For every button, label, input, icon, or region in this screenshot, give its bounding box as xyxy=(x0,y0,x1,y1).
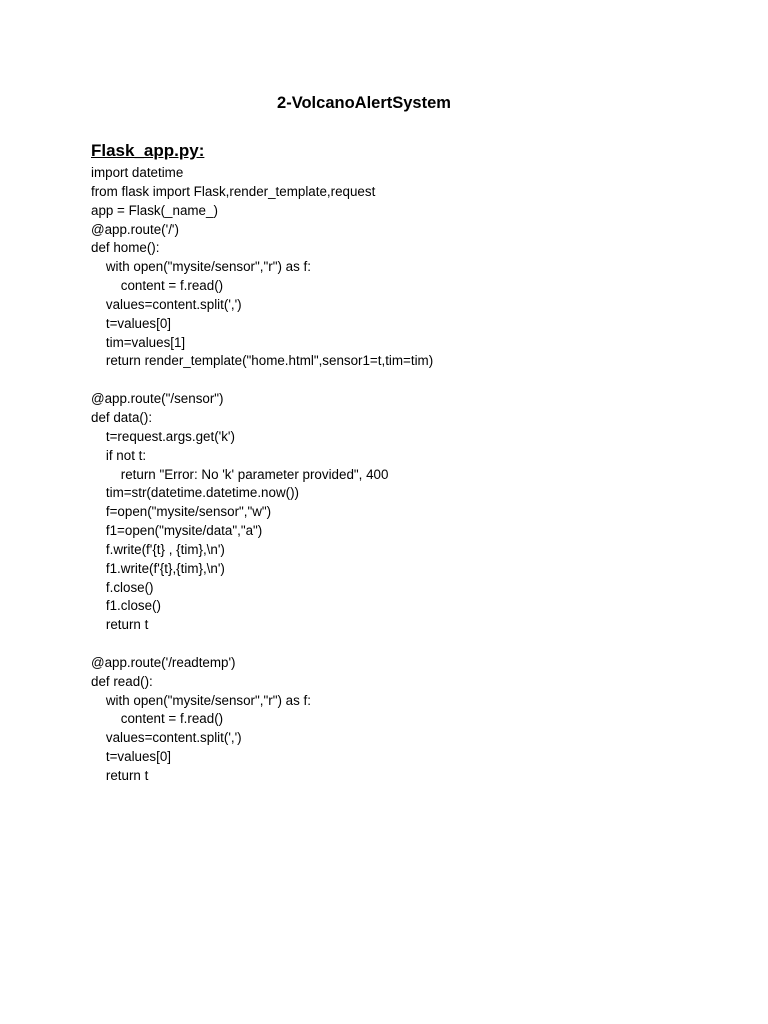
code-line: return t xyxy=(91,768,149,783)
code-line: t=request.args.get('k') xyxy=(91,428,235,444)
code-line: if not t: xyxy=(91,447,147,463)
code-line: return t xyxy=(91,617,149,633)
section-heading: Flask_app.py: xyxy=(91,141,205,160)
code-line: from flask import Flask,render_template,request xyxy=(91,183,376,199)
code-line: f.write(f'{t} , {tim},\n') xyxy=(91,541,225,557)
code-line: tim=values[1] xyxy=(91,334,186,350)
code-line: import datetime xyxy=(91,165,184,180)
code-line xyxy=(91,371,433,390)
code-line: values=content.split(',') xyxy=(91,296,242,312)
code-line: return render_template("home.html",sensor1=t,tim=tim) xyxy=(91,353,434,369)
code-line: values=content.split(',') xyxy=(91,730,242,746)
code-line: content = f.read() xyxy=(91,278,224,294)
document-title: 2-VolcanoAlertSystem xyxy=(277,94,451,112)
code-line: f1.write(f'{t},{tim},\n') xyxy=(91,560,225,576)
code-line: f1.close() xyxy=(91,598,161,614)
code-line: f=open("mysite/sensor","w") xyxy=(91,504,272,520)
code-line: t=values[0] xyxy=(91,315,172,331)
code-line xyxy=(91,635,433,654)
code-line: return "Error: No 'k' parameter provided", 400 xyxy=(91,466,389,482)
code-block xyxy=(91,164,433,786)
code-line: f1=open("mysite/data","a") xyxy=(91,523,263,539)
code-line: def data(): xyxy=(91,409,153,425)
code-line: tim=str(datetime.datetime.now()) xyxy=(91,485,299,501)
code-line: t=values[0] xyxy=(91,749,172,765)
code-line: with open("mysite/sensor","r") as f: xyxy=(91,259,311,275)
code-line: @app.route("/sensor") xyxy=(91,391,224,407)
code-line: @app.route('/readtemp') xyxy=(91,654,236,670)
code-line: f.close() xyxy=(91,579,154,595)
code-line: with open("mysite/sensor","r") as f: xyxy=(91,692,311,708)
code-line: content = f.read() xyxy=(91,711,224,727)
code-line: def read(): xyxy=(91,673,153,689)
code-line: app = Flask(_name_) xyxy=(91,202,218,218)
code-line: @app.route('/') xyxy=(91,221,179,237)
code-line: def home(): xyxy=(91,240,160,256)
